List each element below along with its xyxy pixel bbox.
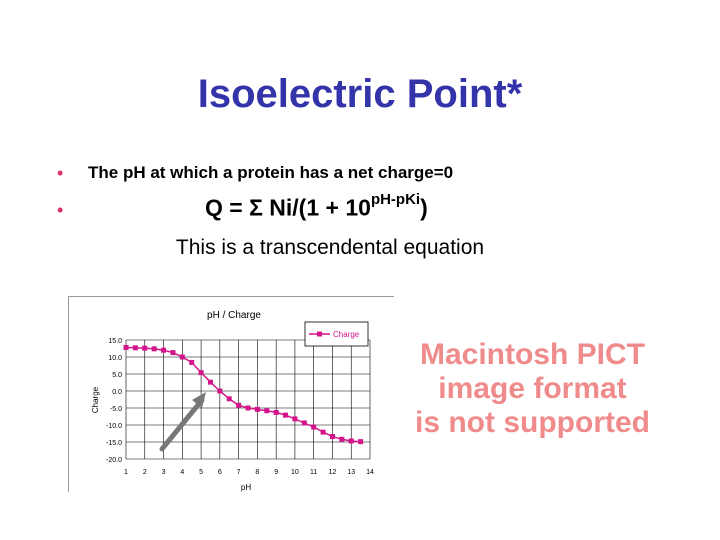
charge-point <box>180 355 185 360</box>
x-tick-label: 10 <box>291 469 299 476</box>
chart-xlabel: pH <box>240 483 252 492</box>
charge-point <box>358 439 363 444</box>
x-tick-label: 9 <box>274 469 279 476</box>
x-tick-label: 8 <box>255 469 260 476</box>
transcendental-note: This is a transcendental equation <box>175 236 485 259</box>
x-tick-label: 5 <box>199 469 204 476</box>
charge-point <box>274 410 279 415</box>
charge-point <box>339 437 344 442</box>
y-tick-label: -15.0 <box>106 440 122 447</box>
unsupported-pict-placeholder <box>395 338 670 441</box>
charge-point <box>349 438 354 443</box>
x-tick-label: 13 <box>347 469 356 476</box>
x-tick-label: 6 <box>217 469 222 476</box>
y-tick-label: 5.0 <box>112 372 122 379</box>
charge-point <box>199 370 204 375</box>
charge-point <box>170 350 175 355</box>
charge-point <box>217 389 222 394</box>
equation-close: ) <box>420 194 428 221</box>
charge-point <box>292 416 297 421</box>
x-tick-label: 11 <box>310 469 318 476</box>
charge-point <box>311 425 316 430</box>
x-tick-label: 12 <box>328 469 337 476</box>
bullet-marker-2: • <box>57 200 64 220</box>
pict-line-2: image format <box>438 372 627 406</box>
y-tick-label: 0.0 <box>112 389 122 396</box>
charge-point <box>161 348 166 353</box>
charge-point <box>152 346 157 351</box>
charge-point <box>133 345 138 350</box>
charge-point <box>208 380 213 385</box>
y-tick-label: 15.0 <box>108 338 122 345</box>
legend-marker <box>317 332 322 337</box>
chart-ylabel: Charge <box>91 386 100 414</box>
charge-point <box>264 408 269 413</box>
chart-title: pH / Charge <box>207 310 261 321</box>
x-tick-label: 7 <box>236 469 241 476</box>
y-tick-label: 10.0 <box>108 355 122 362</box>
y-tick-label: -20.0 <box>106 457 122 464</box>
pict-line-1: Macintosh PICT <box>419 338 645 371</box>
x-tick-label: 1 <box>124 469 128 476</box>
y-tick-label: -5.0 <box>109 406 122 413</box>
x-tick-label: 3 <box>161 469 166 476</box>
x-tick-label: 4 <box>180 469 185 476</box>
charge-equation <box>205 191 428 222</box>
legend-label: Charge <box>333 330 360 339</box>
charge-point <box>302 420 307 425</box>
charge-point <box>124 345 129 350</box>
chart-legend <box>305 322 368 346</box>
y-tick-label: -10.0 <box>106 423 122 430</box>
charge-point <box>142 346 147 351</box>
charge-point <box>321 430 326 435</box>
charge-point <box>227 396 232 401</box>
charge-point <box>330 434 335 439</box>
charge-point <box>283 413 288 418</box>
charge-point <box>255 407 260 412</box>
ph-charge-chart <box>68 296 396 496</box>
bullet-text-definition: The pH at which a protein has a net charge=0 <box>88 163 454 182</box>
slide-title: Isoelectric Point* <box>197 72 523 116</box>
charge-point <box>236 403 241 408</box>
bullet-marker-1: • <box>57 163 64 183</box>
equation-exponent: pH-pKi <box>370 191 421 208</box>
pict-line-3: is not supported <box>415 406 650 440</box>
x-tick-label: 2 <box>142 469 147 476</box>
charge-point <box>246 406 251 411</box>
x-tick-label: 14 <box>366 469 374 476</box>
charge-point <box>189 360 194 365</box>
equation-main: Q = Σ Ni/(1 + 10 <box>205 194 371 221</box>
